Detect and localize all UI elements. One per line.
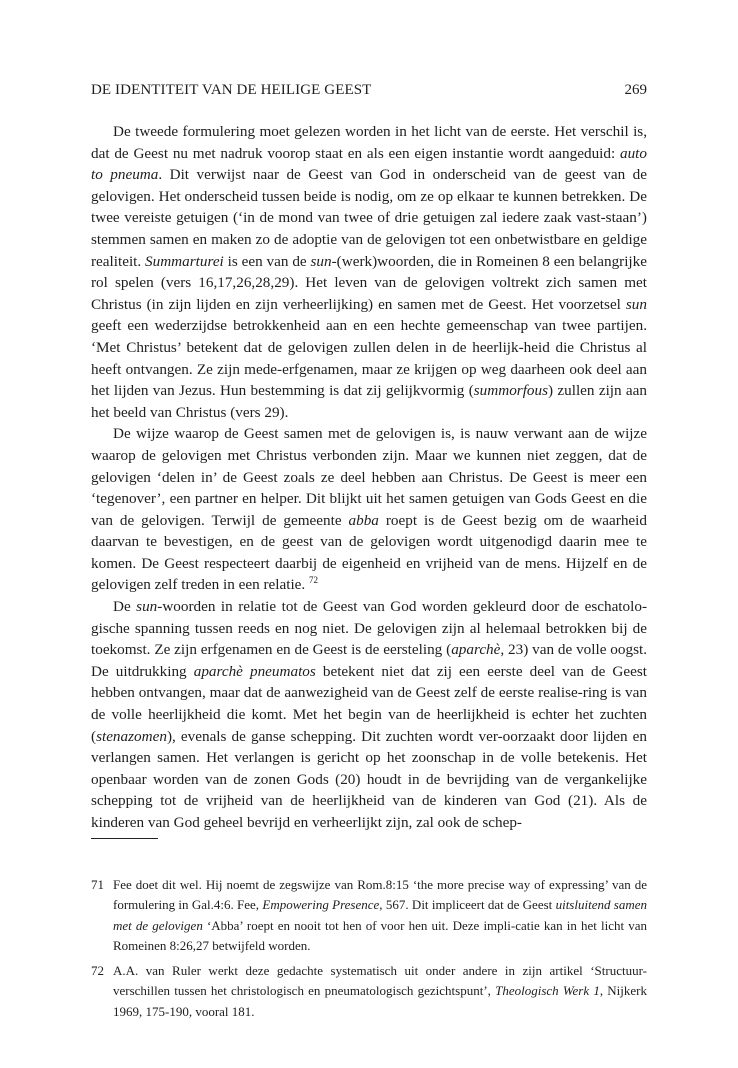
footnote-number: 72 [91, 963, 104, 979]
paragraph [91, 121, 647, 423]
text-run: De tweede formulering moet gelezen worden in het licht van de eerste. Het verschil is, dat de Geest nu met nadruk voorop staat en als een eigen instantie wordt aangeduid: [91, 123, 647, 162]
footnote-number: 71 [91, 877, 104, 892]
footnote-text [113, 875, 647, 956]
paragraph [91, 423, 647, 596]
text-run: A.A. van Ruler werkt deze gedachte systematisch uit onder andere in zijn artikel ‘Structuur-verschillen tussen het christologisch en pneumatologisch gezichtspunt’, [113, 963, 647, 999]
footnote-72 [91, 961, 647, 1022]
text-run: , 23) van de volle oogst. De uitdrukking [91, 641, 647, 680]
text-run: ) zullen zijn aan het beeld van Christus (vers 29). [91, 382, 647, 421]
italic-term: sun [310, 252, 332, 270]
footnote-71 [91, 875, 647, 956]
text-run: . Dit verwijst naar de Geest van God in onderscheid van de geest van de gelovigen. Het onderscheid tussen beide is nodig, om ze op elkaar te kunnen betrekken. De twee vereiste getuigen (‘in de mond van twee of drie getuigen zal iedere zaak vast-staan’) stemmen samen en maken zo de adoptie van de gelovigen tot een onbetwistbare en geldige realiteit. [91, 166, 647, 270]
italic-term: aparchè [451, 641, 501, 659]
italic-term: stenazomen [96, 727, 167, 745]
text-run: ‘Abba’ roept en nooit tot hen of voor hen uit. Deze impli-catie kan in het licht van Romeinen 8:26,27 betwijfeld worden. [113, 917, 647, 953]
running-title: DE IDENTITEIT VAN DE HEILIGE GEEST [91, 82, 372, 98]
italic-emphasis: uitsluitend samen met de gelovigen [113, 897, 647, 933]
footnote-separator [91, 838, 158, 839]
italic-title: Empowering Presence [262, 897, 380, 913]
italic-term: sun [136, 598, 158, 616]
page-number: 269 [624, 82, 647, 98]
footnote-ref-72[interactable]: 72 [309, 575, 319, 586]
italic-term: summorfous [473, 382, 549, 400]
paragraph [91, 596, 647, 834]
text-run: geeft een wederzijdse betrokkenheid aan en een hechte gemeenschap van twee partijen. ‘Met Christus’ betekent dat de gelovigen zullen delen in de heerlijk-heid die Christus al heeft ontvangen. Ze zijn mede-erfgenamen, maar ze krijgen op weg daarheen ook deel aan het lijden van Jezus. Hun bestemming is dat zij gelijkvormig ( [91, 317, 647, 400]
footnote-text [113, 961, 647, 1022]
text-run: ), evenals de ganse schepping. Dit zuchten wordt ver-oorzaakt door lijden en verlangen samen. Het verlangen is gericht op het zoonschap in de volle betekenis. Het openbaar worden van de zonen Gods (20) houdt in de bevrijding van de vergankelijke schepping tot de vrijheid van de heerlijkheid van de kinderen van God (21). Als de kinderen van God geheel bevrijd en verheerlijkt zijn, zal ook de schep- [91, 727, 647, 831]
italic-term: sun [625, 295, 647, 313]
text-run: Fee doet dit wel. Hij noemt de zegswijze van Rom.8:15 ‘the more precise way of expressing’ van de formulering in Gal.4:6. Fee, [113, 877, 647, 913]
text-run: , Nijkerk 1969, 175-190, vooral 181. [113, 983, 647, 1019]
italic-term: abba [348, 511, 379, 529]
italic-term: auto to pneuma [91, 144, 647, 184]
text-run: -woorden in relatie tot de Geest van God worden gekleurd door de eschatolo-gische spanning tussen reeds en nog niet. De gelovigen zijn al helemaal betrokken bij de toekomst. Ze zijn erfgenamen en de Geest is de eersteling ( [91, 598, 647, 659]
body-text [91, 121, 647, 834]
italic-term: aparchè pneumatos [193, 662, 316, 680]
text-run: , 567. Dit impliceert dat de Geest [379, 897, 556, 913]
text-run: betekent niet dat zij een eerste deel van de Geest hebben ontvangen, maar dat de aanwezigheid van de Geest zelf de eerste realise-ring is van de volle heerlijkheid die komt. Met het begin van de heerlijkheid is echter het zuchten ( [91, 662, 647, 745]
text-run: is een van de [223, 252, 311, 270]
footnotes [91, 875, 647, 1027]
text-run: De wijze waarop de Geest samen met de gelovigen is, is nauw verwant aan de wijze waarop de gelovigen met Christus verbonden zijn. Maar we kunnen niet zeggen, dat de gelovigen ‘delen in’ de Geest zoals ze deel hebben aan Christus. De Geest is meer een ‘tegenover’, een partner en helper. Dit blijkt uit het samen getuigen van Gods Geest en die van de gelovigen. Terwijl de gemeente [91, 425, 647, 529]
text-run: roept is de Geest bezig om de waarheid daarvan te bevestigen, en de geest van de gelovigen wordt uitgenodigd daarin mee te komen. De Geest respecteert daarbij de eigenheid en vrijheid van de mens. Hijzelf en de gelovigen zelf treden in een relatie. [91, 511, 647, 594]
text-run: De [113, 598, 137, 616]
italic-title: Theologisch Werk 1 [495, 983, 600, 999]
italic-term: Summarturei [145, 252, 224, 270]
running-header [91, 79, 647, 101]
text-run: -(werk)woorden, die in Romeinen 8 een belangrijke rol spelen (vers 16,17,26,28,29). Het leven van de gelovigen voltrekt zich samen met Christus (in zijn lijden en zijn verheerlijking) en samen met de Geest. Het voorzetsel [91, 252, 647, 313]
